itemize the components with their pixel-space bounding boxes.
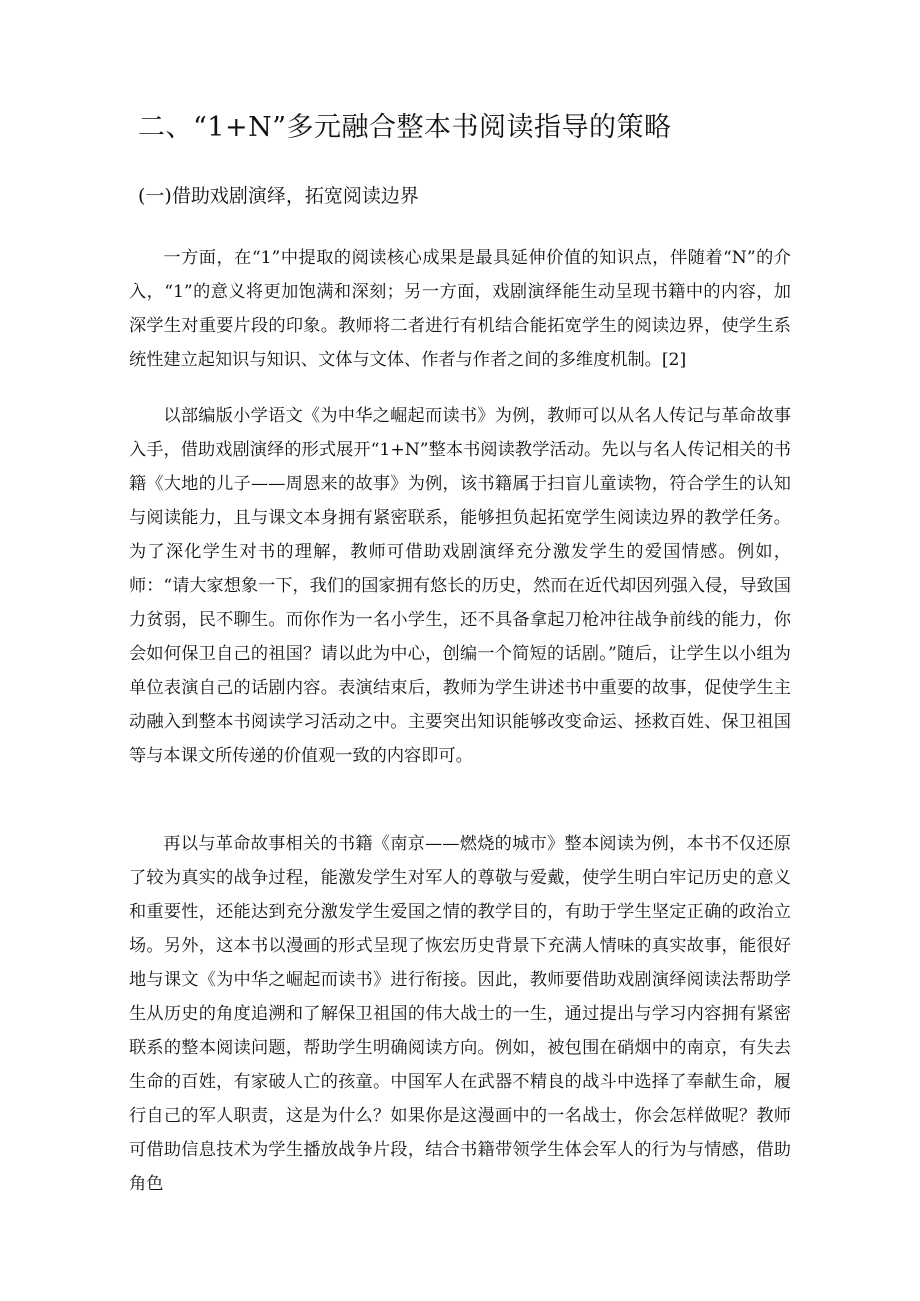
paragraph-2: 以部编版小学语文《为中华之崛起而读书》为例，教师可以从名人传记与革命故事入手，借助戏剧演绎的形式展开“1+N”整本书阅读教学活动。先以与名人传记相关的书籍《大地的儿子——周恩来的故事》为例，该书籍属于扫盲儿童读物，符合学生的认知与阅读能力，且与课文本身拥有紧密联系，能够担负起拓宽学生阅读边界的教学任务。为了深化学生对书的理解，教师可借助戏剧演绎充分激发学生的爱国情感。例如，师：“请大家想象一下，我们的国家拥有悠长的历史，然而在近代却因列强入侵，导致国力贫弱，民不聊生。而你作为一名小学生，还不具备拿起刀枪冲往战争前线的能力，你会如何保卫自己的祖国？请以此为中心，创编一个简短的话剧。”随后，让学生以小组为单位表演自己的话剧内容。表演结束后，教师为学生讲述书中重要的故事，促使学生主动融入到整本书阅读学习活动之中。主要突出知识能够改变命运、拯救百姓、保卫祖国等与本课文所传递的价值观一致的内容即可。 [129, 406, 791, 766]
subsection-heading: (一)借助戏剧演绎，拓宽阅读边界 [138, 185, 419, 207]
paragraph-1: 一方面，在“1”中提取的阅读核心成果是最具延伸价值的知识点，伴随着“N”的介入，“1”的意义将更加饱满和深刻；另一方面，戏剧演绎能生动呈现书籍中的内容，加深学生对重要片段的印象。教师将二者进行有机结合能拓宽学生的阅读边界，使学生系统性建立起知识与知识、文体与文体、作者与作者之间的多维度机制。[2] [129, 248, 791, 370]
section-heading: 二、“1+N”多元融合整本书阅读指导的策略 [138, 112, 672, 143]
paragraph-3: 再以与革命故事相关的书籍《南京——燃烧的城市》整本阅读为例，本书不仅还原了较为真实的战争过程，能激发学生对军人的尊敬与爱戴，使学生明白牢记历史的意义和重要性，还能达到充分激发学生爱国之情的教学目的，有助于学生坚定正确的政治立场。另外，这本书以漫画的形式呈现了恢宏历史背景下充满人情味的真实故事，能很好地与课文《为中华之崛起而读书》进行衔接。因此，教师要借助戏剧演绎阅读法帮助学生从历史的角度追溯和了解保卫祖国的伟大战士的一生，通过提出与学习内容拥有紧密联系的整本阅读问题，帮助学生明确阅读方向。例如，被包围在硝烟中的南京，有失去生命的百姓，有家破人亡的孩童。中国军人在武器不精良的战斗中选择了奉献生命，履行自己的军人职责，这是为什么？如果你是这漫画中的一名战士，你会怎样做呢？教师可借助信息技术为学生播放战争片段，结合书籍带领学生体会军人的行为与情感，借助角色 [129, 834, 791, 1194]
